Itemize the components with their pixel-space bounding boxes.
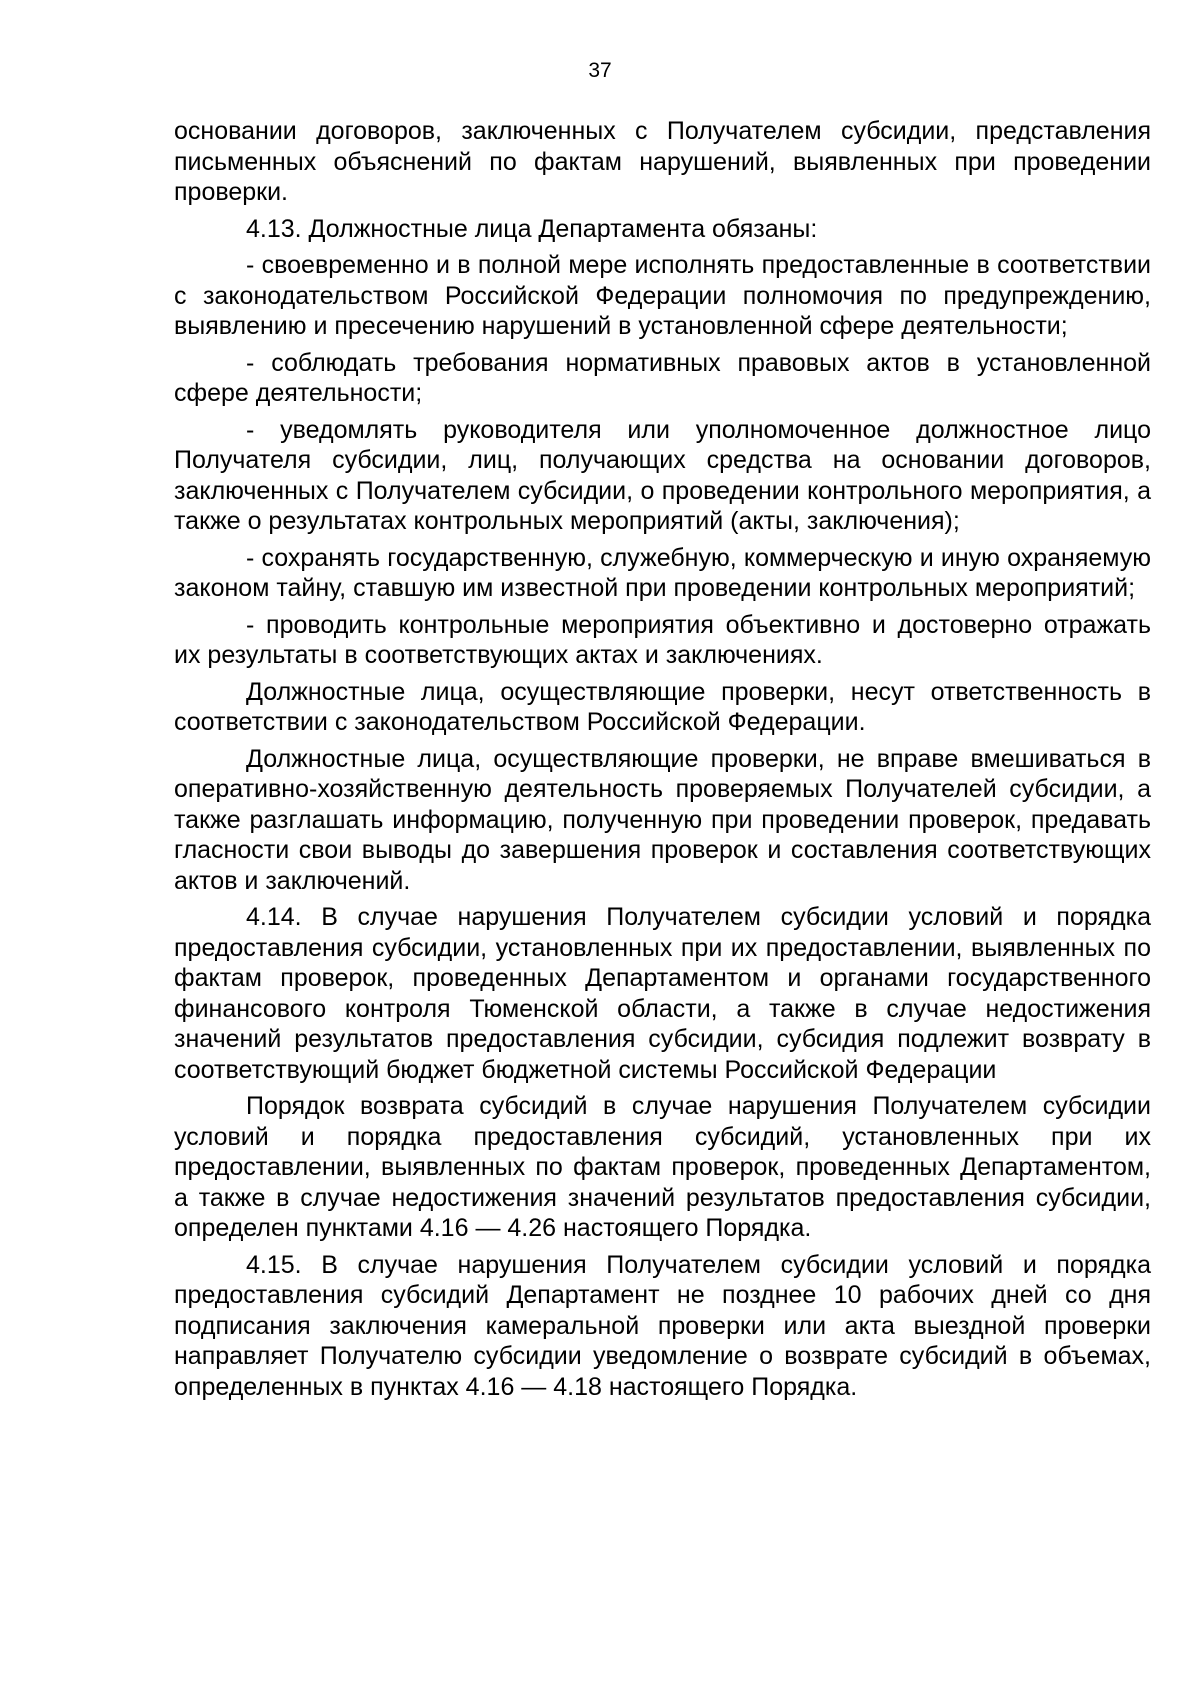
- list-item: - сохранять государственную, служебную, коммерческую и иную охраняемую законом тайну, ставшую им известной при проведении контрольных мероприятий;: [174, 543, 1151, 602]
- paragraph: 4.13. Должностные лица Департамента обязаны:: [246, 214, 818, 243]
- document-body: [174, 116, 1151, 1408]
- paragraph: Должностные лица, осуществляющие проверки, не вправе вмешиваться в оперативно-хозяйственную деятельность проверяемых Получателей субсидии, а также разглашать информацию, полученную при проведении проверок, предавать гласности свои выводы до завершения проверок и составления соответствующих актов и заключений.: [174, 744, 1151, 895]
- list-item: - уведомлять руководителя или уполномоченное должностное лицо Получателя субсидии, лиц, получающих средства на основании договоров, заключенных с Получателем субсидии, о проведении контрольного мероприятия, а также о результатах контрольных мероприятий (акты, заключения);: [174, 415, 1151, 535]
- paragraph: Должностные лица, осуществляющие проверки, несут ответственность в соответствии с законодательством Российской Федерации.: [174, 677, 1151, 736]
- list-item: - своевременно и в полной мере исполнять предоставленные в соответствии с законодательством Российской Федерации полномочия по предупреждению, выявлению и пресечению нарушений в установленной сфере деятельности;: [174, 251, 1151, 340]
- page-number: 37: [588, 59, 612, 82]
- paragraph: основании договоров, заключенных с Получателем субсидии, представления письменных объяснений по фактам нарушений, выявленных при проведении проверки.: [174, 117, 1151, 206]
- paragraph: 4.15. В случае нарушения Получателем субсидии условий и порядка предоставления субсидий Департамент не позднее 10 рабочих дней со дня подписания заключения камеральной проверки или акта выездной проверки направляет Получателю субсидии уведомление о возврате субсидий в объемах, определенных в пунктах 4.16 — 4.18 настоящего Порядка.: [174, 1250, 1151, 1401]
- paragraph: Порядок возврата субсидий в случае нарушения Получателем субсидии условий и порядка предоставления субсидий, установленных при их предоставлении, выявленных по фактам проверок, проведенных Департаментом, а также в случае недостижения значений результатов предоставления субсидии, определен пунктами 4.16 — 4.26 настоящего Порядка.: [174, 1092, 1151, 1242]
- list-item: - соблюдать требования нормативных правовых актов в установленной сфере деятельности;: [174, 348, 1151, 407]
- list-item: - проводить контрольные мероприятия объективно и достоверно отражать их результаты в соответствующих актах и заключениях.: [174, 610, 1151, 669]
- paragraph: 4.14. В случае нарушения Получателем субсидии условий и порядка предоставления субсидии, установленных при их предоставлении, выявленных по фактам проверок, проведенных Департаментом и органами государственного финансового контроля Тюменской области, а также в случае недостижения значений результатов предоставления субсидии, субсидия подлежит возврату в соответствующий бюджет бюджетной системы Российской Федерации: [174, 903, 1151, 1084]
